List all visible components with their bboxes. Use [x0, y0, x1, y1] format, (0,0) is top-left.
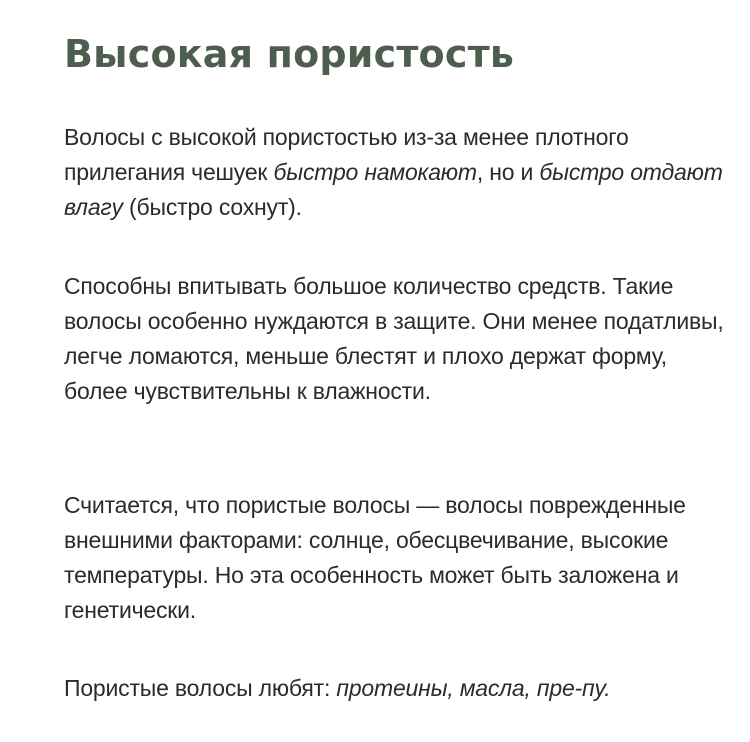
- text-segment: (быстро сохнут).: [122, 194, 302, 220]
- paragraph-properties: Способны впитывать большое количество средств. Такие волосы особенно нуждаются в защите. Они менее податливы, легче ломаются, меньше блестят и плохо держат форму, более чувствительны к влажности.: [64, 273, 724, 404]
- text-segment: Волосы с высокой пористостью из-за менее плотного прилегания чешуек: [64, 124, 629, 185]
- text-segment: , но и: [476, 159, 540, 185]
- emphasis-fast-drying: быстро отдают влагу: [64, 159, 723, 220]
- paragraph-water-absorption: [64, 120, 724, 225]
- paragraph-likes: [64, 671, 724, 706]
- page-title: Высокая пористость: [64, 32, 515, 76]
- emphasis-fast-wetting: быстро намокают: [273, 159, 477, 185]
- text-segment: Пористые волосы любят:: [64, 675, 337, 701]
- paragraph-causes: Считается, что пористые волосы — волосы поврежденные внешними факторами: солнце, обесцвечивание, высокие температуры. Но эта особенность может быть заложена и генетически.: [64, 492, 686, 623]
- emphasis-likes-list: протеины, масла, пре-пу.: [336, 675, 611, 701]
